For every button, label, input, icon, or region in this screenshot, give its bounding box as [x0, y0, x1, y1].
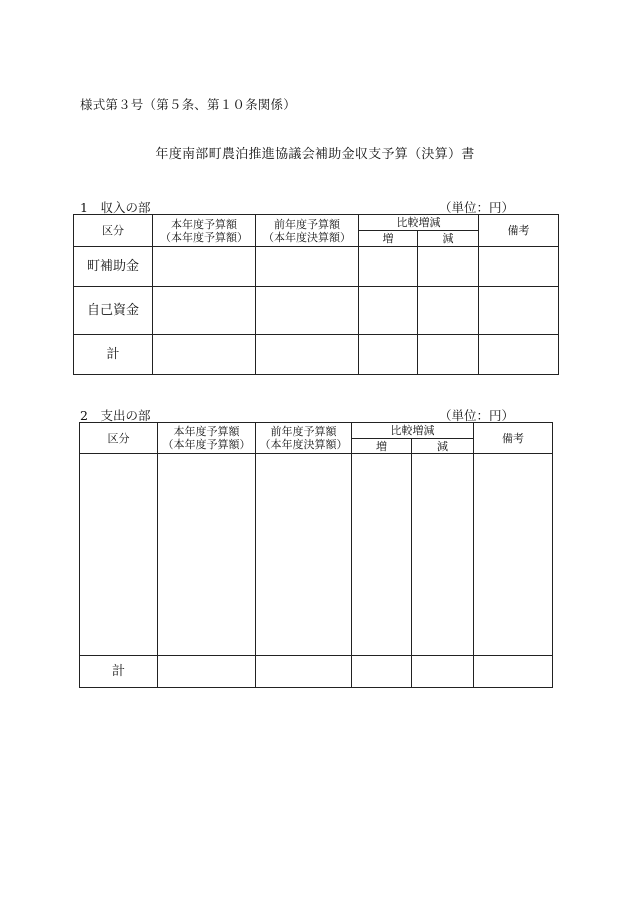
- income-row-label: 町補助金: [74, 247, 153, 287]
- income-header-current-budget: [153, 215, 256, 247]
- income-table: [73, 214, 559, 375]
- form-number: 様式第３号（第５条、第１０条関係）: [80, 97, 296, 112]
- table-cell: [359, 335, 418, 375]
- income-header-previous-line1: 前年度予算額: [274, 217, 340, 231]
- table-cell: [474, 454, 553, 656]
- income-header-current-line1: 本年度予算額: [171, 217, 237, 231]
- table-cell: [479, 335, 559, 375]
- income-header-category: 区分: [74, 215, 153, 247]
- income-header-increase: 増: [359, 231, 418, 247]
- document-title: 年度南部町農泊推進協議会補助金収支予算（決算）書: [155, 147, 475, 162]
- expense-section-heading: 2 支出の部: [80, 408, 151, 423]
- income-header-remarks: 備考: [479, 215, 559, 247]
- table-cell: [158, 454, 256, 656]
- expense-header-current-line1: 本年度予算額: [173, 425, 240, 438]
- table-cell: [418, 247, 479, 287]
- expense-header-current-line2: （本年度予算額）: [162, 438, 251, 451]
- table-row: [74, 287, 559, 335]
- table-cell: [359, 287, 418, 335]
- table-cell: [359, 247, 418, 287]
- expense-header-previous-line2: （本年度決算額）: [259, 438, 348, 451]
- table-cell: [479, 287, 559, 335]
- table-cell: [153, 335, 256, 375]
- table-cell: [153, 247, 256, 287]
- table-cell: [352, 454, 412, 656]
- table-cell: [80, 454, 158, 656]
- table-cell: [256, 454, 352, 656]
- expense-header-previous-line1: 前年度予算額: [270, 425, 337, 438]
- expense-table: [79, 422, 553, 688]
- table-cell: [474, 656, 553, 688]
- income-section-heading: 1 収入の部: [80, 200, 151, 215]
- expense-header-decrease: 減: [412, 439, 474, 454]
- income-header-current-line2: （本年度予算額）: [160, 230, 248, 244]
- expense-header-category: 区分: [80, 423, 158, 454]
- expense-header-comparison: 比較増減: [352, 423, 474, 439]
- table-cell: [418, 335, 479, 375]
- table-cell: [256, 247, 359, 287]
- table-cell: [256, 656, 352, 688]
- income-header-previous-line2: （本年度決算額）: [263, 230, 351, 244]
- table-row: [80, 656, 553, 688]
- table-cell: [158, 656, 256, 688]
- expense-total-label: 計: [80, 656, 158, 688]
- income-header-decrease: 減: [418, 231, 479, 247]
- table-cell: [153, 287, 256, 335]
- expense-header-current-budget: [158, 423, 256, 454]
- income-header-comparison: 比較増減: [359, 215, 479, 231]
- income-total-label: 計: [74, 335, 153, 375]
- income-row-label: 自己資金: [74, 287, 153, 335]
- expense-header-previous-budget: [256, 423, 352, 454]
- table-cell: [256, 335, 359, 375]
- income-header-previous-budget: [256, 215, 359, 247]
- table-row: [80, 454, 553, 656]
- expense-unit-label: （単位：円）: [439, 408, 515, 423]
- table-cell: [412, 454, 474, 656]
- table-row: [74, 335, 559, 375]
- table-cell: [479, 247, 559, 287]
- income-unit-label: （単位：円）: [439, 200, 515, 215]
- expense-header-remarks: 備考: [474, 423, 553, 454]
- table-cell: [352, 656, 412, 688]
- table-cell: [418, 287, 479, 335]
- expense-header-increase: 増: [352, 439, 412, 454]
- table-row: [74, 247, 559, 287]
- table-cell: [412, 656, 474, 688]
- table-cell: [256, 287, 359, 335]
